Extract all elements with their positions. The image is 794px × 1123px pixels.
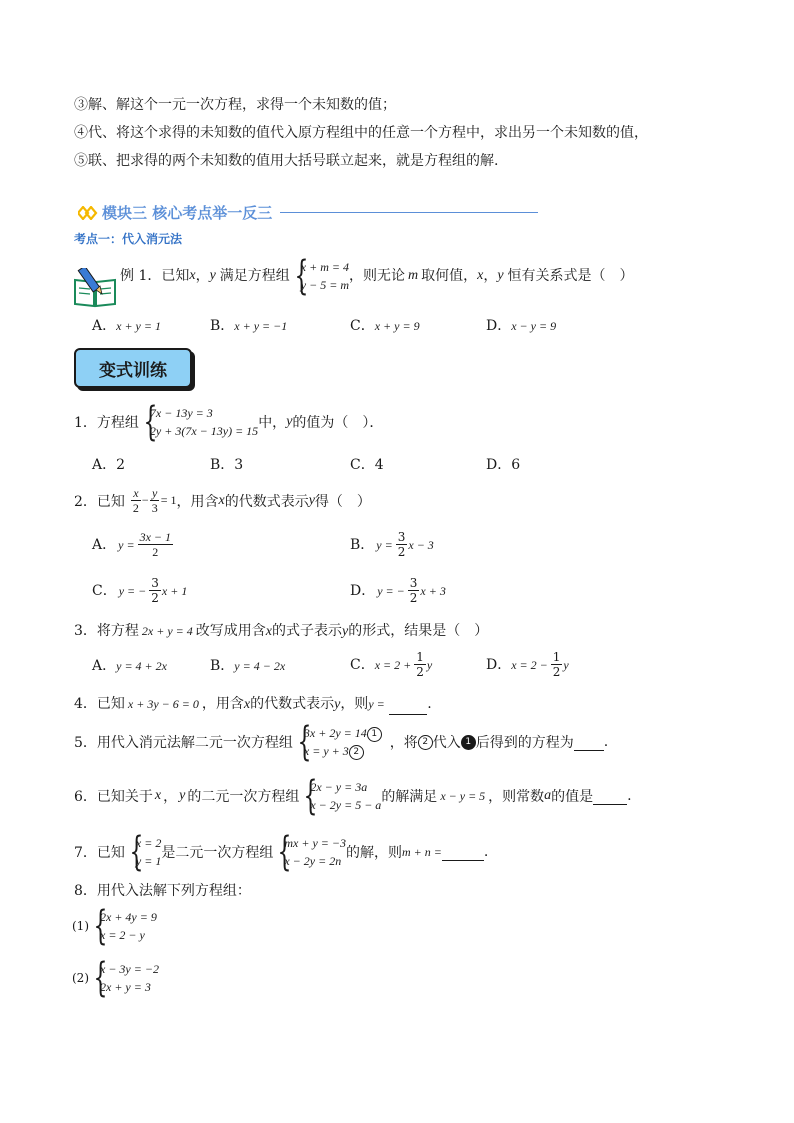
q1-option-d[interactable]: D．6	[486, 457, 521, 473]
q2-option-d[interactable]: D． y = − $\frac{3}{2}$ x + 3	[350, 576, 446, 605]
example-1-question: 例 1．已知 x ， y 满足方程组 { x + m = 4 y − 5 = m ，则无论 m 取何值， x ， y 恒有关系式是（ ）	[120, 253, 634, 299]
step-4-text: ④代、将这个求得的未知数的值代入原方程组中的任意一个方程中，求出另一个未知数的值，	[74, 125, 648, 141]
question-6: 6．已知关于 x ， y 的二元一次方程组 { 2x − y = 3a x − 2y = 5 − a 的解满足 x − y = 5 ，则常数 a 的值是 .	[74, 773, 632, 819]
module-header	[78, 202, 538, 223]
q1-option-a[interactable]: A．2	[92, 457, 126, 473]
example-option-c[interactable]: C．x + y = 9	[350, 318, 420, 334]
q8-part-1: (1) { 2x + 4y = 9 x = 2 − y	[72, 903, 157, 949]
step-3-text: ③解、解这个一元一次方程，求得一个未知数的值；	[74, 97, 396, 113]
question-2: 2．已知 $\frac{x}{2}$ − $\frac{y}{3}$ = 1 ，用含 x 的代数式表示 y 得（ ）	[74, 486, 371, 515]
q3-option-d[interactable]: D． x = 2 − $\frac{1}{2}$ y	[486, 650, 569, 679]
q1-option-c[interactable]: C．4	[350, 457, 384, 473]
q2-option-a[interactable]: A． y = $\frac{3x - 1}{2}$	[92, 530, 171, 559]
q3-option-a[interactable]: A．y = 4 + 2x	[92, 658, 167, 674]
variant-training-badge: 变式训练	[74, 348, 192, 388]
q2-option-b[interactable]: B． y = $\frac{3}{2}$ x − 3	[350, 530, 434, 559]
q8-part-2: (2) { x − 3y = −2 2x + y = 3	[72, 955, 159, 1001]
step-5-text: ⑤联、把求得的两个未知数的值用大括号联立起来，就是方程组的解.	[74, 153, 499, 169]
module-title: 模块三 核心考点举一反三	[102, 204, 273, 222]
question-1: 1．方程组 { 7x − 13y = 3 2y + 3(7x − 13y) = 15 中， y 的值为（ ）．	[74, 399, 384, 445]
q3-option-b[interactable]: B．y = 4 − 2x	[210, 658, 286, 674]
q7-answer-blank[interactable]	[442, 844, 484, 861]
q1-option-b[interactable]: B．3	[210, 457, 244, 473]
q2-option-c[interactable]: C． y = − $\frac{3}{2}$ x + 1	[92, 576, 188, 605]
q6-answer-blank[interactable]	[593, 788, 627, 805]
example-option-b[interactable]: B．x + y = −1	[210, 318, 288, 334]
module-divider	[280, 212, 538, 213]
example-option-d[interactable]: D．x − y = 9	[486, 318, 557, 334]
example-system: { x + m = 4 y − 5 = m	[294, 253, 349, 299]
book-pencil-icon	[72, 268, 118, 308]
q3-option-c[interactable]: C． x = 2 + $\frac{1}{2}$ y	[350, 650, 433, 679]
q5-answer-blank[interactable]	[574, 734, 604, 751]
question-4: 4．已知 x + 3y − 6 = 0 ，用含x的代数式表示y，则y = .	[74, 694, 432, 715]
q4-answer-blank[interactable]	[389, 698, 427, 715]
question-8-title: 8．用代入法解下列方程组：	[74, 883, 251, 899]
double-diamond-icon	[78, 206, 98, 220]
question-7: 7．已知 { x = 2 y = 1 是二元一次方程组 { mx + y = −3 x − 2y = 2n 的解，则 m + n = .	[74, 829, 489, 875]
kaodian-label: 考点一：代入消元法	[74, 232, 183, 246]
question-5: 5．用代入消元法解二元一次方程组 { 3x + 2y = 14 1 x = y + 3 2 ，将 2 代入 1 后得到的方程为 .	[74, 719, 609, 765]
example-option-a[interactable]: A．x + y = 1	[92, 318, 161, 334]
question-3: 3．将方程 2x + y = 4 改写成用含x的式子表示y的形式，结果是（ ）	[74, 623, 489, 639]
